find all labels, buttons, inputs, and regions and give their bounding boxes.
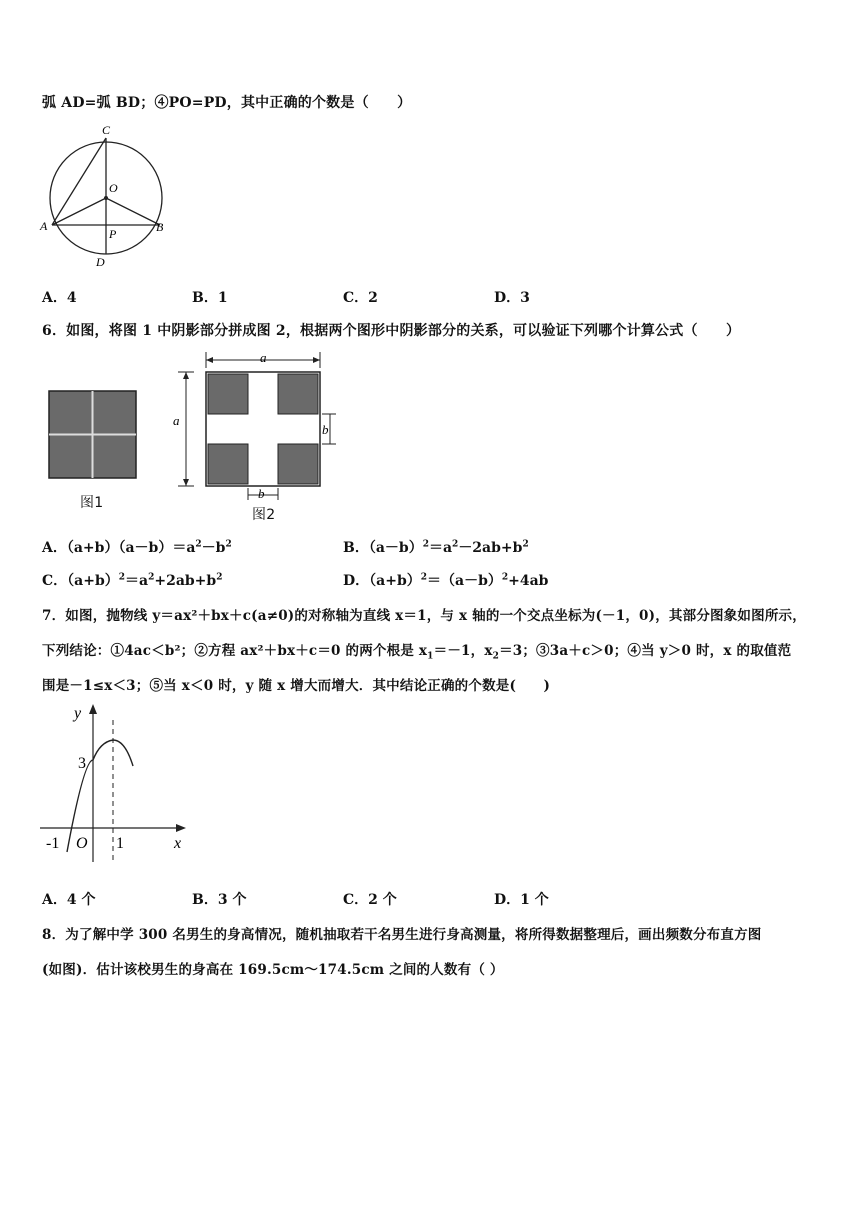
q7-option-d: D．1 个 xyxy=(494,892,549,908)
q5-stem-tail: 弧 AD=弧 BD；④PO=PD，其中正确的个数是（ ） xyxy=(42,95,412,111)
graph-label-1: 1 xyxy=(116,835,124,852)
q8-line-2: (如图)．估计该校男生的身高在 169.5cm～174.5cm 之间的人数有（ ） xyxy=(42,962,504,978)
fig2-label-b-bottom: b xyxy=(258,486,265,501)
graph-label-3: 3 xyxy=(78,755,86,772)
q5-circle-figure xyxy=(36,120,176,270)
q6-option-c: C．$(a+b)^2=a^2+2ab+b^2$ xyxy=(42,572,223,589)
q7-option-c: C．2 个 xyxy=(343,892,397,908)
label-d: D xyxy=(96,255,105,269)
label-a: A xyxy=(40,219,48,233)
fig2-label-a-top: a xyxy=(260,350,267,365)
q5-option-c: C．2 xyxy=(343,290,378,306)
graph-label-x: x xyxy=(174,835,182,852)
q6-fig1-caption: 图1 xyxy=(80,495,104,511)
q5-option-a: A．4 xyxy=(42,290,77,306)
q6-figure-2 xyxy=(172,348,342,523)
q7-line-3: 围是－1≤x＜3；⑤当 x＜0 时，y 随 x 增大而增大．其中结论正确的个数是( ) xyxy=(42,678,551,694)
q7-option-a: A．4 个 xyxy=(42,892,96,908)
label-b: B xyxy=(156,220,164,234)
q6-fig2-caption: 图2 xyxy=(252,507,276,523)
q8-line-1: 8．为了解中学 300 名男生的身高情况，随机抽取若干名男生进行身高测量，将所得数据整理后，画出频数分布直方图 xyxy=(42,927,762,943)
q7-line-1: 7．如图，抛物线 y＝ax²＋bx＋c(a≠0)的对称轴为直线 x＝1，与 x 轴的一个交点坐标为(－1，0)，其部分图象如图所示， xyxy=(42,608,806,624)
label-p: P xyxy=(109,227,117,241)
q6-option-a: A．$(a+b)(a-b)=a^2-b^2$ xyxy=(42,539,232,556)
graph-label-y: y xyxy=(74,705,82,722)
fig2-label-b-right: b xyxy=(322,422,329,437)
q7-line-2: 下列结论：①4ac＜b²；②方程 ax²＋bx＋c＝0 的两个根是 $x_1=-1$，$x_2=3$；③3a＋c＞0；④当 y＞0 时，x 的取值范 xyxy=(42,643,792,662)
q6-option-d: D．$(a+b)^2=(a-b)^2+4ab$ xyxy=(343,572,549,589)
graph-label-origin: O xyxy=(76,835,88,852)
label-c: C xyxy=(102,123,111,137)
q5-option-b: B．1 xyxy=(192,290,228,306)
q7-option-b: B．3 个 xyxy=(192,892,247,908)
q6-stem: 6．如图，将图 1 中阴影部分拼成图 2，根据两个图形中阴影部分的关系，可以验证下列哪个计算公式（ ） xyxy=(42,323,741,339)
label-o: O xyxy=(109,181,118,195)
q7-parabola-graph xyxy=(40,700,190,865)
q6-figure-1 xyxy=(48,390,138,480)
fig2-label-a-left: a xyxy=(173,413,180,428)
q6-option-b: B．$(a-b)^2=a^2-2ab+b^2$ xyxy=(343,539,529,556)
graph-label-minus-1: -1 xyxy=(46,835,60,852)
q5-option-d: D．3 xyxy=(494,290,530,306)
